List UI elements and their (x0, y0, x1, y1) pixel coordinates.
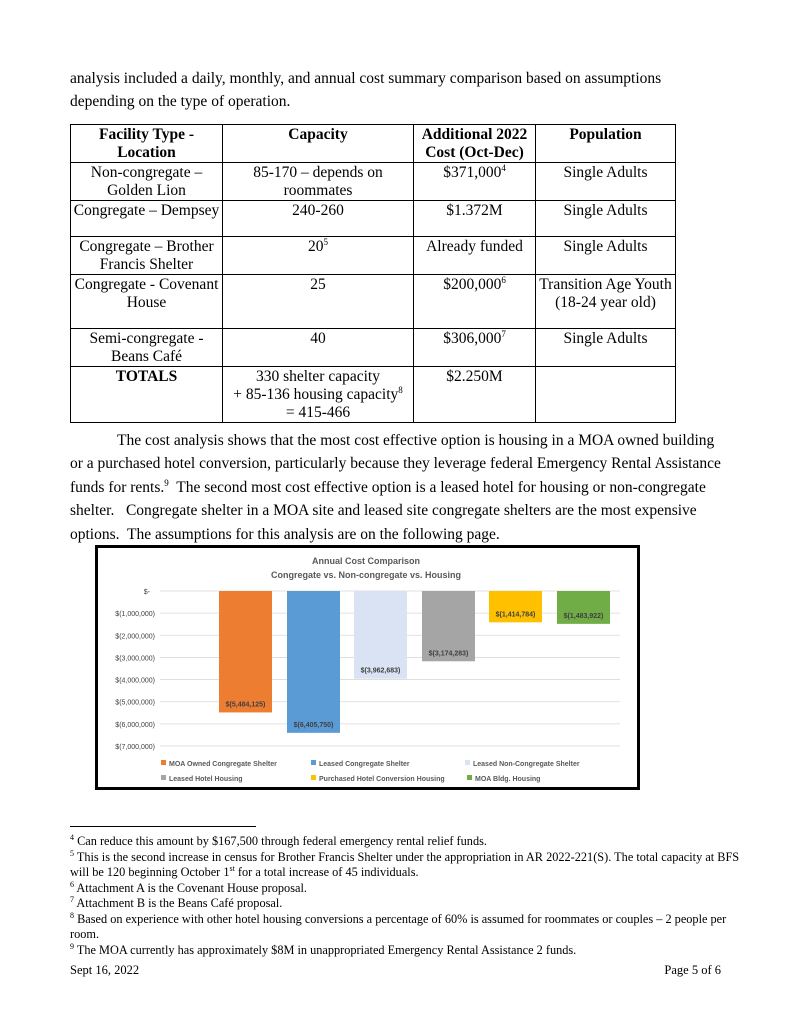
cell-cost: $1.372M (414, 201, 536, 237)
cell-cost: $200,000$^6$ (414, 275, 536, 329)
chart-svg (98, 548, 637, 787)
table-and-paragraph (70, 124, 725, 546)
annual-cost-chart (95, 545, 640, 790)
legend-label: MOA Owned Congregate Shelter (169, 761, 277, 768)
data-label: $(1,414,784) (495, 611, 536, 619)
cell-capacity: 240-260 (223, 201, 414, 237)
cell-type: Congregate - Covenant House (71, 275, 223, 329)
cell-population: Single Adults (536, 329, 676, 367)
table-row (71, 201, 676, 237)
footnote-separator (70, 826, 256, 827)
cell-capacity: 85-170 – depends on roommates (223, 163, 414, 201)
data-label: $(3,174,283) (428, 650, 469, 658)
legend-label: Purchased Hotel Conversion Housing (319, 776, 445, 783)
y-tick-label: $(7,000,000) (115, 744, 155, 751)
footer-date: Sept 16, 2022 (70, 963, 140, 977)
cell-capacity: 25 (223, 275, 414, 329)
header-facility-type: Facility Type - Location (71, 125, 223, 163)
footnote-9: $^9$ The MOA currently has approximately $8M in unappropriated Emergency Rental Assistance 2 funds. (70, 941, 577, 957)
cell-capacity: 40 (223, 329, 414, 367)
legend-swatch (311, 775, 316, 780)
cell-population: Transition Age Youth (18-24 year old) (536, 275, 676, 329)
legend-label: Leased Hotel Housing (169, 776, 243, 783)
legend-swatch (161, 775, 166, 780)
y-tick-label: $(1,000,000) (115, 611, 155, 619)
totals-row (71, 367, 676, 423)
bar-moa-owned-congregate-shelter (219, 591, 272, 712)
y-tick-label: $- (143, 589, 150, 596)
cell-type: Congregate – Dempsey (71, 201, 223, 237)
table-header-row (71, 125, 676, 163)
y-tick-label: $(4,000,000) (115, 677, 155, 685)
cell-population: Single Adults (536, 237, 676, 275)
y-tick-label: $(6,000,000) (115, 721, 155, 729)
legend-swatch (161, 760, 166, 765)
totals-label: TOTALS (71, 367, 223, 423)
data-label: $(5,484,125) (225, 701, 266, 709)
cell-cost: $371,000$^4$ (414, 163, 536, 201)
legend-swatch (467, 775, 472, 780)
cell-type: Congregate – Brother Francis Shelter (71, 237, 223, 275)
cell-type: Semi-congregate - Beans Café (71, 329, 223, 367)
legend-swatch (311, 760, 316, 765)
cell-cost: Already funded (414, 237, 536, 275)
table-row (71, 237, 676, 275)
table-row (71, 163, 676, 201)
cell-population: Single Adults (536, 201, 676, 237)
y-tick-label: $(2,000,000) (115, 633, 155, 641)
cell-type: Non-congregate – Golden Lion (71, 163, 223, 201)
table-row (71, 329, 676, 367)
header-capacity: Capacity (223, 125, 414, 163)
bar-leased-congregate-shelter (287, 591, 340, 733)
footer-page-number: Page 5 of 6 (664, 963, 721, 977)
totals-cost: $2.250M (414, 367, 536, 423)
footnote-8: $^8$ Based on experience with other hotel housing conversions a percentage of 60% is assumed for roommates or couples – 2 people per room. (70, 910, 727, 941)
footnote-5: $^5$ This is the second increase in census for Brother Francis Shelter under the appropriation in AR 2022-221(S). The total capacity at BFS will be 120 beginning October 1st for a total increase of 45 individuals. (70, 848, 740, 879)
totals-population (536, 367, 676, 423)
y-tick-label: $(5,000,000) (115, 699, 155, 707)
chart-subtitle: Congregate vs. Non-congregate vs. Housing (270, 570, 462, 580)
table-row (71, 275, 676, 329)
cell-capacity: $20^5$ (223, 237, 414, 275)
data-label: $(3,962,683) (360, 667, 401, 675)
intro-line-2: depending on the type of operation. (70, 93, 291, 110)
legend-label: Leased Non-Congregate Shelter (473, 761, 580, 768)
cell-population: Single Adults (536, 163, 676, 201)
footnotes (70, 834, 740, 958)
intro-line-1: analysis included a daily, monthly, and annual cost summary comparison based on assumptions (70, 70, 662, 87)
cell-cost: $306,000$^7$ (414, 329, 536, 367)
header-population: Population (536, 125, 676, 163)
totals-capacity: 330 shelter capacity + 85-136 housing capacity$^8$ = 415-466 (223, 367, 414, 423)
data-label: $(1,483,922) (563, 612, 604, 620)
chart-title: Annual Cost Comparison (311, 556, 421, 566)
footnote-6: $^6$ Attachment A is the Covenant House proposal. (70, 879, 307, 895)
y-tick-label: $(3,000,000) (115, 655, 155, 663)
data-label: $(6,405,750) (293, 721, 334, 729)
footnote-4: $^4$ Can reduce this amount by $167,500 through federal emergency rental relief funds. (70, 832, 487, 848)
analysis-paragraph: The cost analysis shows that the most cost effective option is housing in a MOA owned building or a purchased hotel conversion, particularly because they leverage federal Emergency Rental Assistance funds for rents.$^9$ The second most cost effective option is a leased hotel for housing or non-congregate shelter. Congregate shelter in a MOA site and leased site congregate shelters are the most expensive options. The assumptions for this analysis are on the following page. (70, 432, 721, 543)
legend-label: Leased Congregate Shelter (319, 761, 410, 768)
legend-label: MOA Bldg. Housing (475, 776, 541, 783)
bar-leased-non-congregate-shelter (354, 591, 407, 679)
facility-table (70, 124, 676, 423)
footnote-7: $^7$ Attachment B is the Beans Café proposal. (70, 894, 283, 910)
legend-swatch (465, 760, 470, 765)
header-cost: Additional 2022 Cost (Oct-Dec) (414, 125, 536, 163)
